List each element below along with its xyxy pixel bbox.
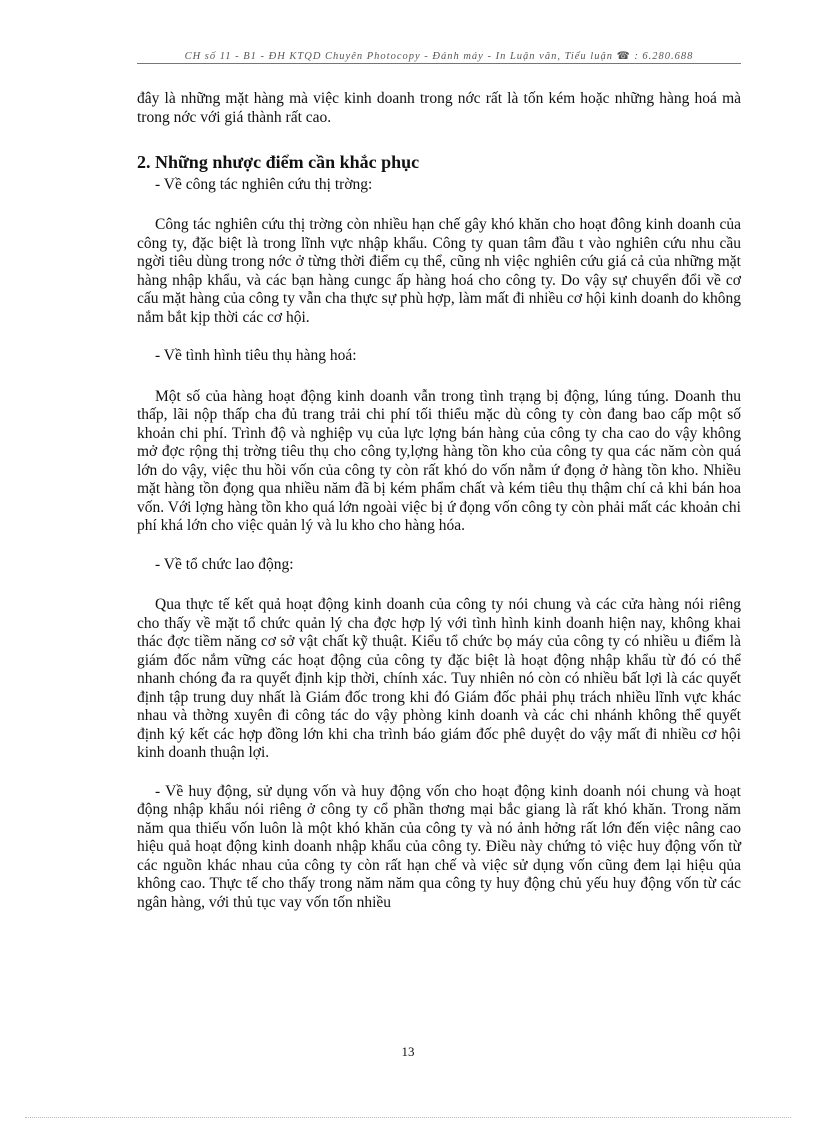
header-phone: : 6.280.688 [634,51,694,62]
paragraph-consumption: Một số của hàng hoạt động kinh doanh vẫn trong tình trạng bị động, lúng túng. Doanh thu thấp, lãi nộp thấp cha đủ trang trải chi phí tối thiểu mặc dù công ty còn đang bao cấp một số khoản chi phí. Trình độ và nghiệp vụ của lực lợng bán hàng của công ty cha cao do vậy không mở đợc rộng thị trờng tiêu thụ cho công ty,lợng hàng tồn kho của công ty qua các năm còn quá lớn do vậy, việc thu hồi vốn của công ty còn rất khó do vốn nằm ứ đọng ở hàng tồn kho. Nhiều mặt hàng tồn đọng qua nhiều năm đã bị kém phẩm chất và kém tiêu thụ thậm chí cả khi bán hoa vốn. Với lợng hàng tồn kho quá lớn ngoài việc bị ứ đọng vốn công ty còn phải mất các khoản chi phí khá lớn cho việc quản lý và lu kho cho hàng hóa. [137,387,741,534]
paragraph-capital: - Về huy động, sử dụng vốn và huy động vốn cho hoạt động kinh doanh nói chung và hoạt động nhập khẩu nói riêng ở công ty cổ phần thơng mại bắc giang là rất khó khăn. Trong năm năm qua thiếu vốn luôn là một khó khăn của công ty và nó ảnh hởng rất lớn đến việc nâng cao hiệu quả hoạt động kinh doanh nhập khẩu của công ty. Điều này chứng tỏ việc huy động vốn từ các nguồn khác nhau của công ty còn rất hạn chế và việc sử dụng vốn cũng đem lại hiệu qủa không cao. Thực tế cho thấy trong năm năm qua công ty huy động chủ yếu huy động vốn từ các ngân hàng, với thủ tục vay vốn tốn nhiều [137,782,741,911]
paragraph-labor: Qua thực tế kết quả hoạt động kinh doanh của công ty nói chung và các cửa hàng nói riêng cho thấy về mặt tổ chức quản lý cha đợc hợp lý với tình hình kinh doanh hiện nay, không khai thác đợc tiềm năng cơ sở vật chất kỹ thuật. Kiểu tổ chức bọ máy của công ty có nhiều u điểm là giám đốc nắm vững các hoạt động của công ty đặc biệt là hoạt động nhập khẩu từ đó có thể nhanh chóng đa ra quyết định kịp thời, chính xác. Tuy nhiên nó còn có nhiều bất lợi là các quyết định tập trung duy nhất là Giám đốc trong khi đó Giám đốc phải phụ trách nhiều lĩnh vực khác nhau và thờng xuyên đi công tác do vậy phòng kinh doanh và các chi nhánh không thể quyết định ký kết các hợp đồng lớn khi cha trình báo giám đốc phê duyệt do vậy mất đi nhiều cơ hội kinh doanh thuận lợi. [137,596,741,761]
section-title: 2. Những nhược điểm cần khắc phục [137,152,420,172]
footer-divider [25,1117,791,1118]
paragraph-market-research: Công tác nghiên cứu thị trờng còn nhiều hạn chế gây khó khăn cho hoạt đông kinh doanh của công ty, đặc biệt là trong lĩnh vực nhập khẩu. Công ty quan tâm đầu t vào nghiên cứu nhu cầu ngời tiêu dùng trong nớc ở từng thời điểm cụ thể, cũng nh việc nghiên cứu giá cả của những mặt hàng nhập khẩu, và các bạn hàng cungc ấp hàng hoá cho công ty. Do vậy sự chuyển đổi về cơ cấu mặt hàng của công ty vẫn cha thực sự phù hợp, làm mất đi nhiều cơ hội kinh doanh do không nắm bắt kịp thời các cơ hội. [137,216,741,326]
page-header [137,50,741,64]
phone-icon: ☎ [616,51,631,62]
document-body [137,90,741,932]
subheading-market-research: - Về công tác nghiên cứu thị trờng: [155,175,373,193]
subheading-consumption: - Về tình hình tiêu thụ hàng hoá: [155,347,357,364]
page-number: 13 [401,1044,415,1059]
header-text: CH số 11 - B1 - ĐH KTQD Chuyên Photocopy - Đánh máy - In Luận văn, Tiểu luận [184,51,613,62]
subheading-labor: - Về tổ chức lao động: [155,555,294,573]
intro-paragraph: đây là những mặt hàng mà việc kinh doanh trong nớc rất là tốn kém hoặc những hàng hoá mà trong nớc với giá thành rất cao. [137,90,741,126]
